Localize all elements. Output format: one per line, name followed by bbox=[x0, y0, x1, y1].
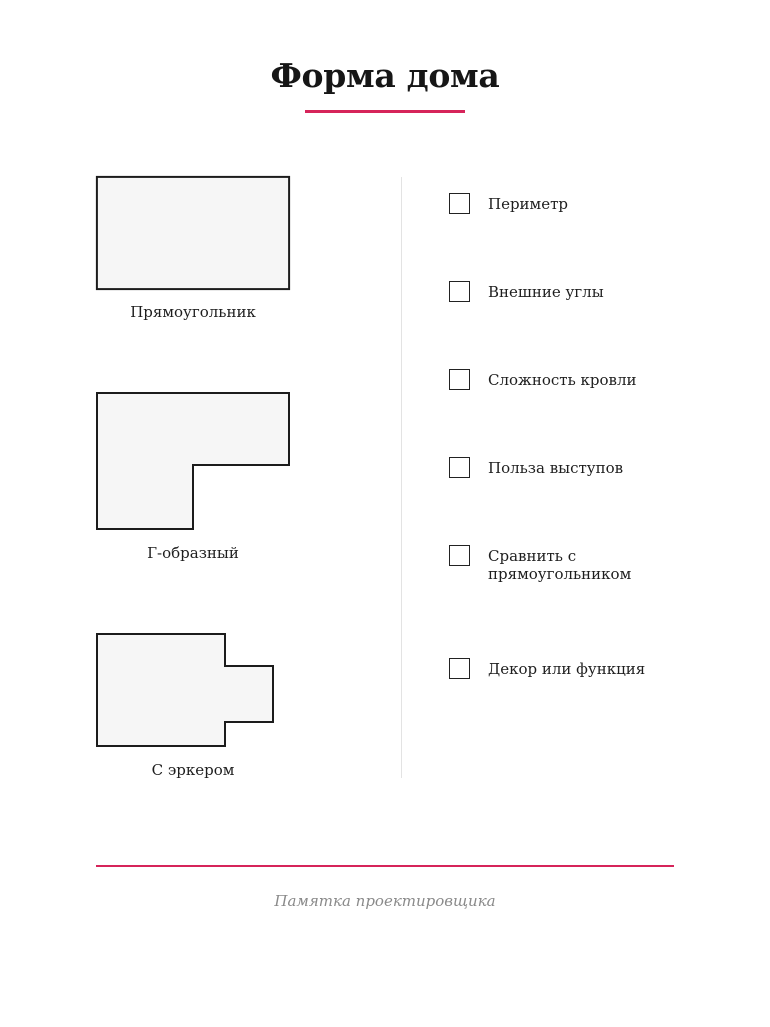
footer-rule bbox=[96, 865, 674, 867]
checkbox-compare-rectangle[interactable] bbox=[449, 545, 470, 566]
checkbox-decor-or-function[interactable] bbox=[449, 658, 470, 679]
shape-caption-l-shape: Г-образный bbox=[147, 544, 239, 562]
checkbox-outer-corners[interactable] bbox=[449, 281, 470, 302]
rectangle-shape-icon bbox=[96, 176, 290, 290]
footer-caption: Памятка проектировщика bbox=[274, 892, 496, 910]
shape-caption-bay-window: С эркером bbox=[151, 761, 235, 779]
checklist-label: Сложность кровли bbox=[488, 371, 637, 389]
checklist-label: Внешние углы bbox=[488, 283, 604, 301]
l-shape-icon bbox=[96, 392, 290, 530]
checkbox-projection-benefit[interactable] bbox=[449, 457, 470, 478]
shape-caption-rectangle: Прямоугольник bbox=[130, 303, 256, 321]
checklist-label: Декор или функция bbox=[488, 660, 646, 678]
checklist-label: Польза выступов bbox=[488, 459, 624, 477]
page-title: Форма дома bbox=[270, 56, 500, 95]
checklist-label: Периметр bbox=[488, 195, 569, 213]
bay-window-shape-icon bbox=[96, 633, 274, 747]
checklist-label: Сравнить с прямоугольником bbox=[488, 547, 632, 583]
checkbox-perimeter[interactable] bbox=[449, 193, 470, 214]
checkbox-roof-complexity[interactable] bbox=[449, 369, 470, 390]
column-divider bbox=[401, 177, 402, 778]
